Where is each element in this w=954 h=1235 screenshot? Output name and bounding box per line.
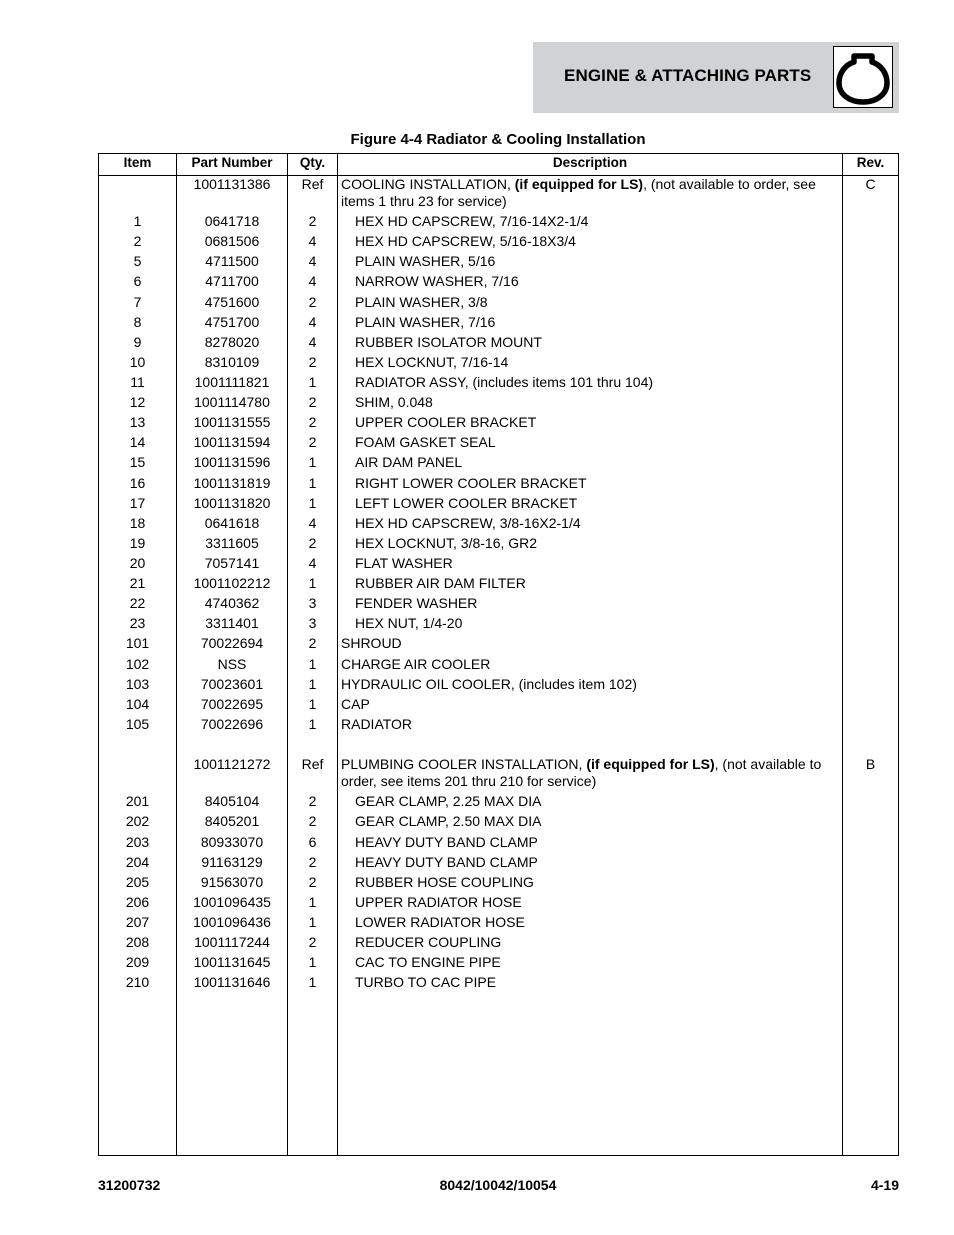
item-number: 12 [129,394,146,410]
description-emphasis: (if equipped for LS) [514,176,644,192]
part-number: 1001131386 [193,176,271,192]
description: HYDRAULIC OIL COOLER, (includes item 102) [341,676,637,692]
item-number: 15 [129,454,146,470]
part-number: 80933070 [200,834,264,850]
part-number: 70023601 [200,676,264,692]
description: TURBO TO CAC PIPE [355,974,497,990]
quantity: 1 [308,716,317,732]
item-number: 207 [125,914,150,930]
item-number: 21 [129,575,146,591]
part-number: 1001117244 [194,934,270,950]
quantity: 2 [308,793,317,809]
description: FLAT WASHER [355,555,453,571]
description: RADIATOR ASSY, (includes items 101 thru 104) [355,374,654,390]
description: CHARGE AIR COOLER [341,656,491,672]
part-number: 1001111821 [194,374,270,390]
quantity: 4 [308,555,317,571]
description: RIGHT LOWER COOLER BRACKET [355,475,587,491]
part-number: 4751700 [204,314,260,330]
item-number: 103 [125,676,150,692]
item-number: 203 [125,834,150,850]
description: RUBBER AIR DAM FILTER [355,575,526,591]
part-number: 1001102212 [193,575,271,591]
quantity: Ref [301,756,324,772]
item-number: 17 [129,495,146,511]
quantity: 1 [308,495,317,511]
item-number: 208 [125,934,150,950]
description: HEX HD CAPSCREW, 5/16-18X3/4 [355,233,576,249]
item-number: 14 [129,434,146,450]
item-number: 105 [125,716,150,732]
quantity: 2 [308,434,317,450]
quantity: 2 [308,294,317,310]
description [341,756,841,790]
footer-model-numbers: 8042/10042/10054 [439,1177,557,1193]
item-number: 204 [125,854,150,870]
part-number: 8405201 [204,813,260,829]
part-number: 4711500 [205,253,259,269]
description: HEX HD CAPSCREW, 7/16-14X2-1/4 [355,213,589,229]
description: PLAIN WASHER, 7/16 [355,314,496,330]
part-number: 3311605 [205,535,259,551]
quantity: 2 [308,535,317,551]
description: GEAR CLAMP, 2.50 MAX DIA [355,813,542,829]
quantity: 2 [308,934,317,950]
description-text: , (not available to order, see items 1 thru 23 for service) [341,176,816,209]
item-number: 206 [125,894,150,910]
description: SHROUD [341,635,402,651]
description: RUBBER HOSE COUPLING [355,874,534,890]
part-number: 1001131555 [193,414,271,430]
quantity: 1 [308,974,317,990]
quantity: 2 [308,354,317,370]
description: HEX HD CAPSCREW, 3/8-16X2-1/4 [355,515,581,531]
description: REDUCER COUPLING [355,934,502,950]
part-number: 91563070 [200,874,264,890]
quantity: 2 [308,414,317,430]
part-number: 70022696 [200,716,264,732]
part-number: 1001131596 [193,454,271,470]
part-number: 4740362 [204,595,260,611]
description: SHIM, 0.048 [355,394,433,410]
description [341,176,841,210]
quantity: 3 [308,615,317,631]
part-number: 0641618 [204,515,260,531]
item-number: 6 [133,273,142,289]
quantity: 1 [308,374,317,390]
part-number: 4751600 [204,294,260,310]
column-header-description: Description [552,155,628,170]
item-number: 201 [125,793,150,809]
item-number: 9 [133,334,142,350]
part-number: 91163129 [201,854,263,870]
part-number: 1001131819 [193,475,271,491]
item-number: 104 [125,696,150,712]
part-number: 1001096436 [193,914,271,930]
section-header [533,42,899,113]
footer-document-number: 31200732 [98,1177,161,1193]
part-number: 0681506 [204,233,260,249]
description: UPPER COOLER BRACKET [355,414,537,430]
revision: C [865,176,876,192]
quantity: 4 [308,334,317,350]
quantity: 6 [308,834,317,850]
quantity: 2 [308,854,317,870]
quantity: 1 [308,454,317,470]
part-number: 8310109 [204,354,260,370]
quantity: 2 [308,213,317,229]
description: LEFT LOWER COOLER BRACKET [355,495,578,511]
description-text: PLUMBING COOLER INSTALLATION, [341,756,587,772]
quantity: 1 [308,475,317,491]
quantity: 4 [308,233,317,249]
parts-table [98,153,899,1156]
description: PLAIN WASHER, 5/16 [355,253,496,269]
quantity: 1 [308,954,317,970]
quantity: 1 [308,676,317,692]
part-number: 1001114780 [194,394,270,410]
figure-title: Figure 4-4 Radiator & Cooling Installation [350,131,646,148]
part-number: 1001131645 [193,954,271,970]
part-number: 1001131820 [193,495,271,511]
description: NARROW WASHER, 7/16 [355,273,519,289]
description-text: , (not available to order, see items 201 thru 210 for service) [341,756,822,789]
column-header-item: Item [123,155,152,170]
description-emphasis: (if equipped for LS) [586,756,715,772]
description: FENDER WASHER [355,595,478,611]
quantity: 1 [308,575,317,591]
item-number: 18 [129,515,146,531]
part-number: 4711700 [205,273,259,289]
quantity: 4 [308,314,317,330]
quantity: Ref [301,176,324,192]
part-number: 1001131646 [193,974,271,990]
part-number: 3311401 [205,615,259,631]
quantity: 4 [308,273,317,289]
section-title: ENGINE & ATTACHING PARTS [564,66,812,85]
description: PLAIN WASHER, 3/8 [355,294,488,310]
description: CAP [341,696,370,712]
item-number: 5 [133,253,142,269]
quantity: 2 [308,874,317,890]
description: HEX LOCKNUT, 3/8-16, GR2 [355,535,538,551]
description: UPPER RADIATOR HOSE [355,894,522,910]
quantity: 4 [308,253,317,269]
description: HEX NUT, 1/4-20 [355,615,463,631]
column-header-part-number: Part Number [191,155,273,170]
revision: B [865,756,876,772]
description: CAC TO ENGINE PIPE [355,954,501,970]
quantity: 1 [308,914,317,930]
quantity: 1 [308,696,317,712]
part-number: 8405104 [204,793,260,809]
description: HEAVY DUTY BAND CLAMP [355,854,538,870]
item-number: 7 [133,294,142,310]
column-header-rev: Rev. [856,155,885,170]
part-number: 7057141 [204,555,260,571]
item-number: 13 [129,414,146,430]
item-number: 22 [129,595,146,611]
item-number: 205 [125,874,150,890]
description: RUBBER ISOLATOR MOUNT [355,334,542,350]
description: HEX LOCKNUT, 7/16-14 [355,354,509,370]
description-text: COOLING INSTALLATION, [341,176,515,192]
item-number: 1 [133,213,142,229]
quantity: 1 [308,656,317,672]
item-number: 10 [129,354,146,370]
quantity: 1 [308,894,317,910]
part-number: NSS [217,656,247,672]
quantity: 2 [308,635,317,651]
quantity: 2 [308,813,317,829]
column-header-qty: Qty. [299,155,326,170]
part-number: 1001121272 [193,756,271,772]
quantity: 4 [308,515,317,531]
description: FOAM GASKET SEAL [355,434,496,450]
item-number: 23 [129,615,146,631]
quantity: 3 [308,595,317,611]
quantity: 2 [308,394,317,410]
item-number: 2 [133,233,142,249]
item-number: 20 [129,555,146,571]
item-number: 16 [129,475,146,491]
part-number: 8278020 [204,334,260,350]
item-number: 19 [129,535,146,551]
column-divider [337,154,338,1155]
part-number: 0641718 [204,213,260,229]
part-number: 70022694 [200,635,264,651]
item-number: 11 [130,374,145,390]
description: LOWER RADIATOR HOSE [355,914,525,930]
description: HEAVY DUTY BAND CLAMP [355,834,538,850]
item-number: 101 [125,635,150,651]
item-number: 209 [125,954,150,970]
footer-page-number: 4-19 [870,1177,899,1193]
description: GEAR CLAMP, 2.25 MAX DIA [355,793,542,809]
part-number: 1001096435 [193,894,271,910]
description: AIR DAM PANEL [355,454,463,470]
part-number: 70022695 [200,696,264,712]
item-number: 202 [125,813,150,829]
item-number: 102 [125,656,150,672]
part-number: 1001131594 [193,434,271,450]
column-divider [842,154,843,1155]
item-number: 8 [133,314,142,330]
engine-outline-icon [833,46,893,108]
item-number: 210 [125,974,150,990]
description: RADIATOR [341,716,413,732]
